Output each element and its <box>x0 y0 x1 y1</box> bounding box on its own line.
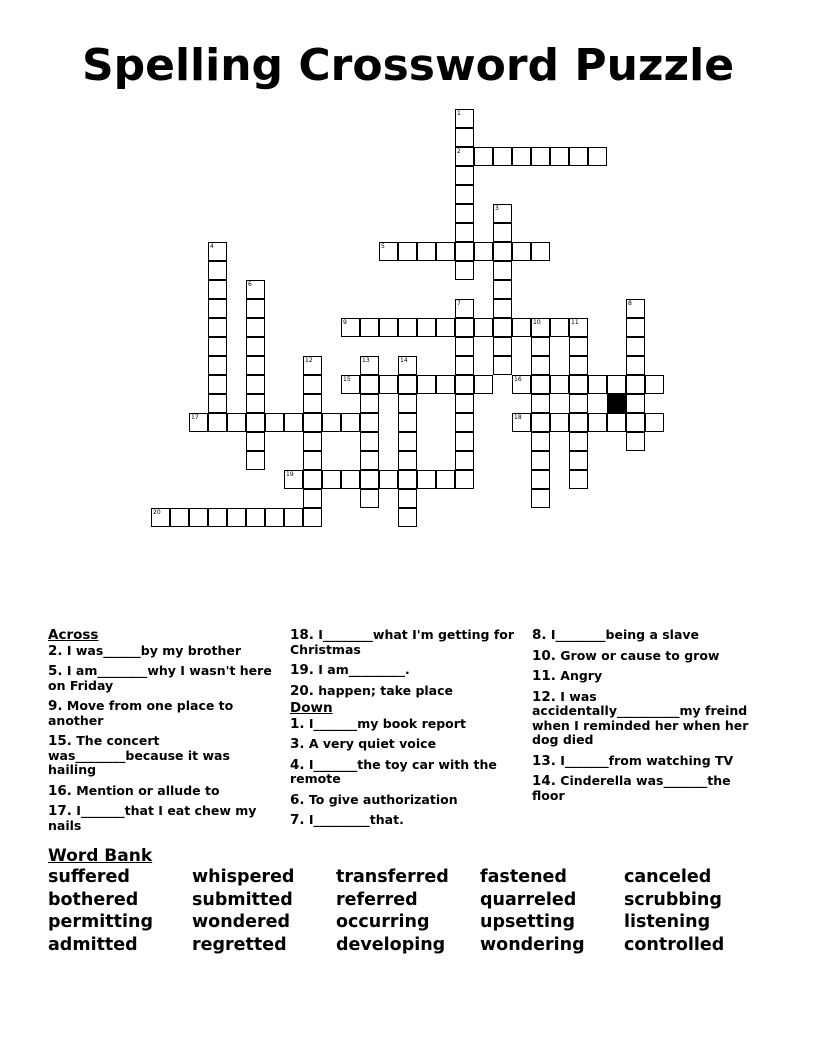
clues-column-1 <box>48 628 280 839</box>
grid-cell[interactable] <box>341 375 360 394</box>
grid-cell[interactable] <box>569 318 588 337</box>
grid-cell[interactable] <box>246 413 265 432</box>
grid-cell[interactable] <box>436 242 455 261</box>
across-heading: Across <box>48 627 99 643</box>
grid-cell[interactable] <box>379 375 398 394</box>
grid-cell[interactable] <box>398 432 417 451</box>
grid-clue-number: 17 <box>191 414 199 421</box>
grid-cell[interactable] <box>284 413 303 432</box>
grid-cell[interactable] <box>569 413 588 432</box>
grid-cell[interactable] <box>322 470 341 489</box>
grid-cell[interactable] <box>531 318 550 337</box>
grid-cell[interactable] <box>550 375 569 394</box>
grid-cell[interactable] <box>588 375 607 394</box>
grid-cell[interactable] <box>360 432 379 451</box>
clue-number: 12. <box>532 688 556 705</box>
clue-number: 16. <box>48 782 72 799</box>
grid-cell[interactable] <box>531 432 550 451</box>
grid-cell[interactable] <box>626 413 645 432</box>
grid-cell[interactable] <box>474 318 493 337</box>
clue <box>290 793 518 808</box>
grid-clue-number: 11 <box>571 319 579 326</box>
grid-cell[interactable] <box>626 318 645 337</box>
grid-cell[interactable] <box>360 451 379 470</box>
grid-cell[interactable] <box>246 356 265 375</box>
grid-cell[interactable] <box>208 356 227 375</box>
word-bank-word: transferred <box>336 867 449 887</box>
clue-text: I_______from watching TV <box>555 752 734 768</box>
word-bank-word: regretted <box>192 934 287 955</box>
grid-cell[interactable] <box>398 413 417 432</box>
grid-cell[interactable] <box>569 432 588 451</box>
grid-cell[interactable] <box>398 508 417 527</box>
grid-cell[interactable] <box>246 337 265 356</box>
grid-cell[interactable] <box>379 242 398 261</box>
clue-text: I am________why I wasn't here on Friday <box>48 663 272 693</box>
grid-cell[interactable] <box>531 337 550 356</box>
grid-cell[interactable] <box>379 318 398 337</box>
grid-cell[interactable] <box>493 147 512 166</box>
grid-cell[interactable] <box>360 356 379 375</box>
grid-cell[interactable] <box>360 318 379 337</box>
grid-cell[interactable] <box>569 470 588 489</box>
grid-cell[interactable] <box>360 413 379 432</box>
grid-black-square <box>607 394 626 413</box>
grid-clue-number: 13 <box>362 357 370 364</box>
grid-cell[interactable] <box>341 470 360 489</box>
grid-cell[interactable] <box>569 356 588 375</box>
word-bank-word: controlled <box>624 934 725 955</box>
clue-number: 13. <box>532 752 556 769</box>
clue <box>290 684 518 699</box>
grid-cell[interactable] <box>246 451 265 470</box>
grid-cell[interactable] <box>626 394 645 413</box>
grid-cell[interactable] <box>189 508 208 527</box>
grid-cell[interactable] <box>170 508 189 527</box>
grid-cell[interactable] <box>493 242 512 261</box>
grid-cell[interactable] <box>626 299 645 318</box>
clue-text: I_________that. <box>304 812 404 827</box>
grid-cell[interactable] <box>227 508 246 527</box>
grid-clue-number: 6 <box>248 281 252 288</box>
grid-cell[interactable] <box>246 280 265 299</box>
word-bank-word: submitted <box>192 889 293 910</box>
grid-cell[interactable] <box>455 394 474 413</box>
grid-cell[interactable] <box>493 356 512 375</box>
word-bank-word: wondered <box>192 912 291 932</box>
grid-cell[interactable] <box>493 280 512 299</box>
grid-cell[interactable] <box>455 147 474 166</box>
clue-number: 3. <box>290 736 305 752</box>
grid-cell[interactable] <box>265 508 284 527</box>
grid-cell[interactable] <box>398 356 417 375</box>
grid-cell[interactable] <box>417 242 436 261</box>
across-clue-list-continued <box>290 628 518 698</box>
grid-clue-number: 15 <box>343 376 351 383</box>
grid-cell[interactable] <box>208 242 227 261</box>
clue <box>48 664 280 693</box>
grid-cell[interactable] <box>455 166 474 185</box>
clue <box>290 813 518 828</box>
grid-clue-number: 16 <box>514 376 522 383</box>
clue <box>532 754 762 769</box>
grid-cell[interactable] <box>626 375 645 394</box>
grid-cell[interactable] <box>436 375 455 394</box>
grid-cell[interactable] <box>189 413 208 432</box>
word-bank-word: referred <box>336 889 418 910</box>
grid-cell[interactable] <box>208 394 227 413</box>
grid-cell[interactable] <box>569 375 588 394</box>
grid-clue-number: 4 <box>210 243 214 250</box>
grid-cell[interactable] <box>360 394 379 413</box>
grid-cell[interactable] <box>645 375 664 394</box>
word-bank-word: permitting <box>48 912 153 932</box>
grid-cell[interactable] <box>303 508 322 527</box>
grid-cell[interactable] <box>512 147 531 166</box>
grid-cell[interactable] <box>455 261 474 280</box>
down-clue-list-continued <box>532 628 762 803</box>
grid-cell[interactable] <box>417 375 436 394</box>
grid-clue-number: 5 <box>381 243 385 250</box>
grid-cell[interactable] <box>227 413 246 432</box>
clue <box>290 663 518 678</box>
grid-cell[interactable] <box>208 261 227 280</box>
grid-cell[interactable] <box>550 318 569 337</box>
grid-cell[interactable] <box>246 318 265 337</box>
grid-cell[interactable] <box>436 470 455 489</box>
grid-cell[interactable] <box>455 318 474 337</box>
grid-cell[interactable] <box>265 413 284 432</box>
grid-cell[interactable] <box>436 318 455 337</box>
down-heading: Down <box>290 700 333 716</box>
grid-cell[interactable] <box>398 489 417 508</box>
grid-cell[interactable] <box>303 451 322 470</box>
grid-cell[interactable] <box>455 223 474 242</box>
word-bank-word: quarreled <box>480 889 577 910</box>
clue-text: happen; take place <box>313 682 454 698</box>
page-title: Spelling Crossword Puzzle <box>81 40 735 91</box>
grid-cell[interactable] <box>512 413 531 432</box>
clue-text: To give authorization <box>304 791 458 807</box>
clue-text: Mention or allude to <box>71 782 220 798</box>
word-bank-word: scrubbing <box>624 889 722 910</box>
grid-cell[interactable] <box>531 394 550 413</box>
clues-column-2 <box>290 628 518 834</box>
grid-cell[interactable] <box>360 375 379 394</box>
grid-cell[interactable] <box>626 356 645 375</box>
word-bank-word: fastened <box>480 867 567 887</box>
grid-cell[interactable] <box>284 470 303 489</box>
clue-text: I was accidentally__________my freind when I reminded her when her dog died <box>532 688 749 747</box>
grid-cell[interactable] <box>493 204 512 223</box>
grid-clue-number: 19 <box>286 471 294 478</box>
grid-cell[interactable] <box>550 413 569 432</box>
grid-cell[interactable] <box>303 375 322 394</box>
grid-cell[interactable] <box>284 508 303 527</box>
clue <box>532 774 762 803</box>
grid-cell[interactable] <box>455 432 474 451</box>
grid-cell[interactable] <box>341 413 360 432</box>
clue-number: 7. <box>290 812 305 828</box>
word-bank-word: suffered <box>48 867 130 887</box>
clue <box>290 628 518 657</box>
clues-column-3 <box>532 628 762 809</box>
grid-cell[interactable] <box>379 470 398 489</box>
down-clue-list <box>290 717 518 828</box>
grid-cell[interactable] <box>626 337 645 356</box>
grid-cell[interactable] <box>208 337 227 356</box>
grid-cell[interactable] <box>493 223 512 242</box>
grid-cell[interactable] <box>208 280 227 299</box>
clue <box>290 717 518 732</box>
grid-cell[interactable] <box>455 356 474 375</box>
grid-cell[interactable] <box>455 337 474 356</box>
grid-clue-number: 14 <box>400 357 408 364</box>
grid-cell[interactable] <box>303 413 322 432</box>
grid-cell[interactable] <box>455 375 474 394</box>
clue-text: I am_________. <box>313 662 410 677</box>
clue-number: 17. <box>48 803 72 819</box>
grid-cell[interactable] <box>474 375 493 394</box>
grid-cell[interactable] <box>398 318 417 337</box>
word-bank-word: admitted <box>48 934 138 955</box>
grid-cell[interactable] <box>246 375 265 394</box>
clue <box>290 758 518 787</box>
word-bank-word: developing <box>336 934 446 955</box>
grid-cell[interactable] <box>531 489 550 508</box>
grid-cell[interactable] <box>607 375 626 394</box>
clue-number: 19. <box>290 662 314 678</box>
grid-cell[interactable] <box>512 242 531 261</box>
grid-clue-number: 8 <box>628 300 632 307</box>
grid-cell[interactable] <box>360 489 379 508</box>
grid-cell[interactable] <box>322 413 341 432</box>
grid-cell[interactable] <box>531 375 550 394</box>
word-bank-word: wondering <box>480 934 585 955</box>
clue-number: 6. <box>290 791 305 808</box>
grid-cell[interactable] <box>208 413 227 432</box>
clue-number: 5. <box>48 663 63 679</box>
word-bank-word: bothered <box>48 889 139 910</box>
grid-cell[interactable] <box>493 318 512 337</box>
grid-clue-number: 7 <box>457 300 461 307</box>
grid-cell[interactable] <box>303 356 322 375</box>
grid-cell[interactable] <box>474 147 493 166</box>
grid-cell[interactable] <box>246 508 265 527</box>
word-bank-word: whispered <box>192 867 295 887</box>
word-bank-title: Word Bank <box>48 846 153 866</box>
grid-cell[interactable] <box>398 451 417 470</box>
across-clue-list <box>48 644 280 834</box>
grid-cell[interactable] <box>474 242 493 261</box>
clue <box>48 734 280 778</box>
grid-cell[interactable] <box>493 337 512 356</box>
grid-clue-number: 12 <box>305 357 313 364</box>
grid-cell[interactable] <box>569 147 588 166</box>
grid-cell[interactable] <box>455 204 474 223</box>
clue-number: 8. <box>532 627 547 643</box>
grid-cell[interactable] <box>531 413 550 432</box>
clue-text: A very quiet voice <box>304 736 437 751</box>
clue-number: 2. <box>48 642 63 659</box>
grid-cell[interactable] <box>455 109 474 128</box>
grid-clue-number: 18 <box>514 414 522 421</box>
grid-cell[interactable] <box>246 299 265 318</box>
word-bank-word: upsetting <box>480 912 575 932</box>
grid-cell[interactable] <box>588 413 607 432</box>
clue <box>532 669 762 684</box>
grid-clue-number: 10 <box>533 319 541 326</box>
grid-clue-number: 3 <box>495 205 499 212</box>
grid-cell[interactable] <box>531 242 550 261</box>
grid-cell[interactable] <box>455 242 474 261</box>
grid-cell[interactable] <box>417 318 436 337</box>
grid-cell[interactable] <box>341 318 360 337</box>
clue-number: 9. <box>48 698 63 714</box>
clue-number: 18. <box>290 627 314 643</box>
grid-cell[interactable] <box>398 375 417 394</box>
clue-number: 14. <box>532 773 556 789</box>
grid-cell[interactable] <box>398 394 417 413</box>
clue-text: I_______the toy car with the remote <box>290 756 497 786</box>
grid-cell[interactable] <box>455 413 474 432</box>
grid-cell[interactable] <box>246 394 265 413</box>
clue <box>290 737 518 752</box>
grid-cell[interactable] <box>151 508 170 527</box>
clue-text: Move from one place to another <box>48 698 234 728</box>
grid-cell[interactable] <box>493 299 512 318</box>
grid-cell[interactable] <box>512 318 531 337</box>
clue <box>532 649 762 664</box>
grid-cell[interactable] <box>455 185 474 204</box>
grid-cell[interactable] <box>303 489 322 508</box>
grid-clue-number: 1 <box>457 110 461 117</box>
grid-cell[interactable] <box>531 470 550 489</box>
grid-cell[interactable] <box>588 147 607 166</box>
clue-text: I_______my book report <box>304 715 466 731</box>
clue-text: Grow or cause to grow <box>555 647 720 663</box>
clue <box>532 690 762 748</box>
clue-number: 15. <box>48 733 72 749</box>
grid-cell[interactable] <box>607 413 626 432</box>
clue-text: I________what I'm getting for Christmas <box>290 627 515 657</box>
clue-text: Angry <box>555 668 603 683</box>
grid-cell[interactable] <box>417 470 436 489</box>
grid-cell[interactable] <box>531 147 550 166</box>
grid-cell[interactable] <box>493 261 512 280</box>
grid-cell[interactable] <box>455 299 474 318</box>
grid-cell[interactable] <box>208 375 227 394</box>
clue-number: 11. <box>532 668 556 684</box>
grid-cell[interactable] <box>303 470 322 489</box>
clue-text: I was______by my brother <box>62 642 241 658</box>
grid-cell[interactable] <box>531 451 550 470</box>
grid-clue-number: 2 <box>457 148 461 155</box>
clue-text: I________being a slave <box>546 627 700 642</box>
grid-cell[interactable] <box>360 470 379 489</box>
word-bank-word: listening <box>624 912 711 932</box>
grid-cell[interactable] <box>208 318 227 337</box>
grid-cell[interactable] <box>208 508 227 527</box>
clue-number: 10. <box>532 647 556 664</box>
clue <box>48 784 280 799</box>
word-bank-word: occurring <box>336 912 430 932</box>
grid-cell[interactable] <box>303 432 322 451</box>
grid-clue-number: 20 <box>153 509 161 516</box>
clue-number: 1. <box>290 715 305 732</box>
word-bank <box>48 866 768 956</box>
grid-cell[interactable] <box>455 451 474 470</box>
grid-cell[interactable] <box>246 432 265 451</box>
clue <box>532 628 762 643</box>
grid-cell[interactable] <box>208 299 227 318</box>
clue-number: 4. <box>290 756 305 773</box>
grid-cell[interactable] <box>569 451 588 470</box>
clue <box>48 644 280 659</box>
grid-cell[interactable] <box>455 470 474 489</box>
grid-clue-number: 9 <box>343 319 347 326</box>
clue-number: 20. <box>290 682 314 699</box>
grid-cell[interactable] <box>455 128 474 147</box>
grid-cell[interactable] <box>398 242 417 261</box>
grid-cell[interactable] <box>531 356 550 375</box>
grid-cell[interactable] <box>512 375 531 394</box>
grid-cell[interactable] <box>303 394 322 413</box>
clue <box>48 699 280 728</box>
grid-cell[interactable] <box>569 394 588 413</box>
clue <box>48 804 280 833</box>
grid-cell[interactable] <box>626 432 645 451</box>
grid-cell[interactable] <box>398 470 417 489</box>
clue-text: Cinderella was_______the floor <box>532 773 731 803</box>
grid-cell[interactable] <box>569 337 588 356</box>
grid-cell[interactable] <box>550 147 569 166</box>
word-bank-word: canceled <box>624 867 712 887</box>
clue-text: The concert was________because it was hailing <box>48 733 230 777</box>
clue-text: I_______that I eat chew my nails <box>48 803 257 833</box>
grid-cell[interactable] <box>645 413 664 432</box>
